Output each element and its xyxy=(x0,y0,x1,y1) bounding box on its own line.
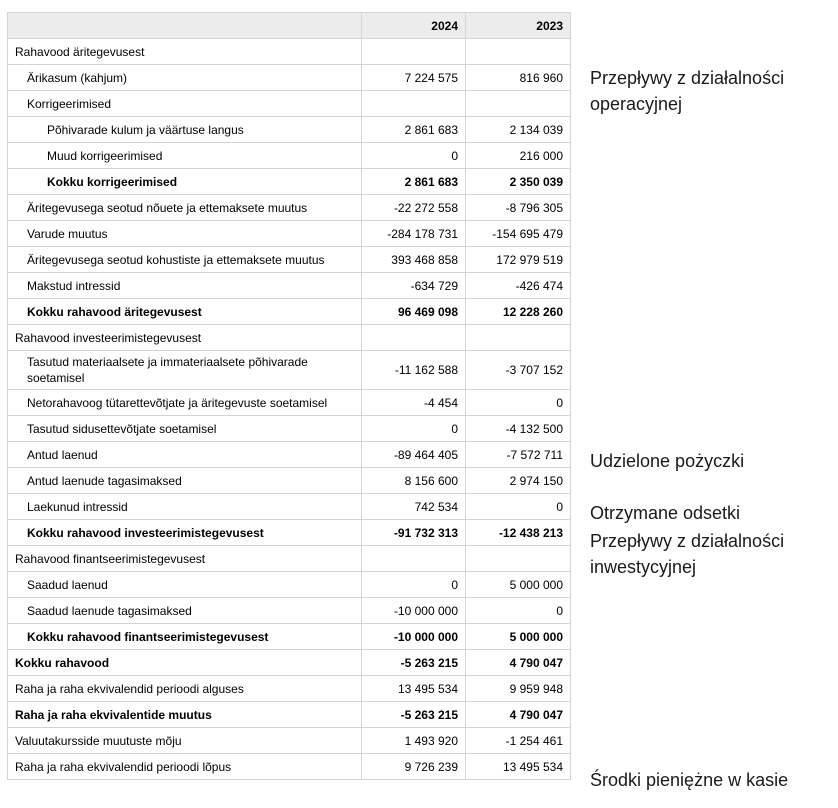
row-label: Valuutakursside muutuste mõju xyxy=(8,728,362,754)
table-row xyxy=(8,442,571,468)
table-row xyxy=(8,572,571,598)
value-2024: 96 469 098 xyxy=(362,299,466,325)
annotation-cash-on-hand: Środki pieniężne w kasie xyxy=(590,770,789,790)
row-label: Äritegevusega seotud nõuete ja ettemaksete muutus xyxy=(8,195,362,221)
annotation-interest-received: Otrzymane odsetki xyxy=(590,503,741,523)
value-2023: 9 959 948 xyxy=(466,676,571,702)
row-label: Kokku rahavood xyxy=(8,650,362,676)
table-row xyxy=(8,91,571,117)
value-2024: -22 272 558 xyxy=(362,195,466,221)
value-2023: 216 000 xyxy=(466,143,571,169)
value-2024: -10 000 000 xyxy=(362,598,466,624)
annotation-operating-line1: Przepływy z działalności xyxy=(590,68,785,88)
value-2023: 2 134 039 xyxy=(466,117,571,143)
row-label: Kokku rahavood finantseerimistegevusest xyxy=(8,624,362,650)
header-year-2023: 2023 xyxy=(466,13,571,39)
value-2023 xyxy=(466,325,571,351)
value-2023 xyxy=(466,39,571,65)
table-row xyxy=(8,676,571,702)
value-2023: 0 xyxy=(466,494,571,520)
header-year-2024: 2024 xyxy=(362,13,466,39)
table-row xyxy=(8,143,571,169)
table-row xyxy=(8,39,571,65)
value-2024: 742 534 xyxy=(362,494,466,520)
table-row xyxy=(8,247,571,273)
value-2024 xyxy=(362,39,466,65)
cash-flow-table-body xyxy=(8,39,571,780)
table-row xyxy=(8,351,571,390)
value-2024: 0 xyxy=(362,416,466,442)
value-2023: -12 438 213 xyxy=(466,520,571,546)
value-2023: 13 495 534 xyxy=(466,754,571,780)
value-2023: 2 974 150 xyxy=(466,468,571,494)
row-label: Varude muutus xyxy=(8,221,362,247)
value-2023: -7 572 711 xyxy=(466,442,571,468)
table-row xyxy=(8,546,571,572)
value-2023: -154 695 479 xyxy=(466,221,571,247)
table-row xyxy=(8,754,571,780)
row-label: Kokku rahavood äritegevusest xyxy=(8,299,362,325)
value-2024: 8 156 600 xyxy=(362,468,466,494)
table-row xyxy=(8,520,571,546)
annotation-investing-line1: Przepływy z działalności xyxy=(590,531,785,551)
table-row xyxy=(8,598,571,624)
value-2024: -5 263 215 xyxy=(362,702,466,728)
cash-flow-table xyxy=(7,12,571,780)
value-2023: 4 790 047 xyxy=(466,650,571,676)
value-2023: 0 xyxy=(466,598,571,624)
row-label: Makstud intressid xyxy=(8,273,362,299)
value-2023: 2 350 039 xyxy=(466,169,571,195)
value-2024: 13 495 534 xyxy=(362,676,466,702)
row-label: Kokku korrigeerimised xyxy=(8,169,362,195)
table-row xyxy=(8,117,571,143)
value-2023: -8 796 305 xyxy=(466,195,571,221)
row-label: Muud korrigeerimised xyxy=(8,143,362,169)
value-2024 xyxy=(362,325,466,351)
row-label: Netorahavoog tütarettevõtjate ja äritegevuste soetamisel xyxy=(8,390,362,416)
annotation-loans-granted: Udzielone pożyczki xyxy=(590,451,745,471)
value-2024: 393 468 858 xyxy=(362,247,466,273)
header-label-cell xyxy=(8,13,362,39)
annotation-operating-line2: operacyjnej xyxy=(590,94,683,114)
value-2023: 816 960 xyxy=(466,65,571,91)
value-2024: 2 861 683 xyxy=(362,117,466,143)
table-row xyxy=(8,195,571,221)
value-2024: -5 263 215 xyxy=(362,650,466,676)
row-label: Tasutud materiaalsete ja immateriaalsete põhivarade soetamisel xyxy=(8,351,362,390)
table-row xyxy=(8,325,571,351)
table-row xyxy=(8,273,571,299)
row-label: Saadud laenud xyxy=(8,572,362,598)
value-2024: -4 454 xyxy=(362,390,466,416)
table-row xyxy=(8,728,571,754)
value-2023 xyxy=(466,91,571,117)
row-label: Tasutud sidusettevõtjate soetamisel xyxy=(8,416,362,442)
value-2023: 172 979 519 xyxy=(466,247,571,273)
table-header-row xyxy=(8,13,571,39)
row-label: Rahavood finantseerimistegevusest xyxy=(8,546,362,572)
value-2024: 1 493 920 xyxy=(362,728,466,754)
value-2024 xyxy=(362,546,466,572)
annotation-investing-line2: inwestycyjnej xyxy=(590,557,697,577)
row-label: Antud laenud xyxy=(8,442,362,468)
value-2024: -91 732 313 xyxy=(362,520,466,546)
table-row xyxy=(8,650,571,676)
row-label: Ärikasum (kahjum) xyxy=(8,65,362,91)
value-2023: 4 790 047 xyxy=(466,702,571,728)
table-row xyxy=(8,468,571,494)
value-2023: 5 000 000 xyxy=(466,624,571,650)
table-row xyxy=(8,416,571,442)
value-2023: -426 474 xyxy=(466,273,571,299)
value-2024: -284 178 731 xyxy=(362,221,466,247)
value-2024: -10 000 000 xyxy=(362,624,466,650)
row-label: Raha ja raha ekvivalendid perioodi alguses xyxy=(8,676,362,702)
table-row xyxy=(8,221,571,247)
row-label: Antud laenude tagasimaksed xyxy=(8,468,362,494)
row-label: Rahavood äritegevusest xyxy=(8,39,362,65)
value-2024 xyxy=(362,91,466,117)
value-2023 xyxy=(466,546,571,572)
row-label: Rahavood investeerimistegevusest xyxy=(8,325,362,351)
value-2024: 7 224 575 xyxy=(362,65,466,91)
value-2023: -4 132 500 xyxy=(466,416,571,442)
table-row xyxy=(8,390,571,416)
row-label: Korrigeerimised xyxy=(8,91,362,117)
value-2024: 0 xyxy=(362,143,466,169)
value-2023: -3 707 152 xyxy=(466,351,571,390)
table-row xyxy=(8,299,571,325)
table-row xyxy=(8,624,571,650)
value-2024: 9 726 239 xyxy=(362,754,466,780)
table-row xyxy=(8,65,571,91)
value-2024: 2 861 683 xyxy=(362,169,466,195)
row-label: Kokku rahavood investeerimistegevusest xyxy=(8,520,362,546)
row-label: Raha ja raha ekvivalentide muutus xyxy=(8,702,362,728)
value-2023: -1 254 461 xyxy=(466,728,571,754)
table-row xyxy=(8,169,571,195)
value-2023: 0 xyxy=(466,390,571,416)
value-2024: 0 xyxy=(362,572,466,598)
value-2023: 5 000 000 xyxy=(466,572,571,598)
row-label: Saadud laenude tagasimaksed xyxy=(8,598,362,624)
row-label: Äritegevusega seotud kohustiste ja ettemaksete muutus xyxy=(8,247,362,273)
value-2024: -11 162 588 xyxy=(362,351,466,390)
table-row xyxy=(8,494,571,520)
value-2024: -89 464 405 xyxy=(362,442,466,468)
row-label: Raha ja raha ekvivalendid perioodi lõpus xyxy=(8,754,362,780)
value-2024: -634 729 xyxy=(362,273,466,299)
row-label: Põhivarade kulum ja väärtuse langus xyxy=(8,117,362,143)
value-2023: 12 228 260 xyxy=(466,299,571,325)
table-row xyxy=(8,702,571,728)
row-label: Laekunud intressid xyxy=(8,494,362,520)
